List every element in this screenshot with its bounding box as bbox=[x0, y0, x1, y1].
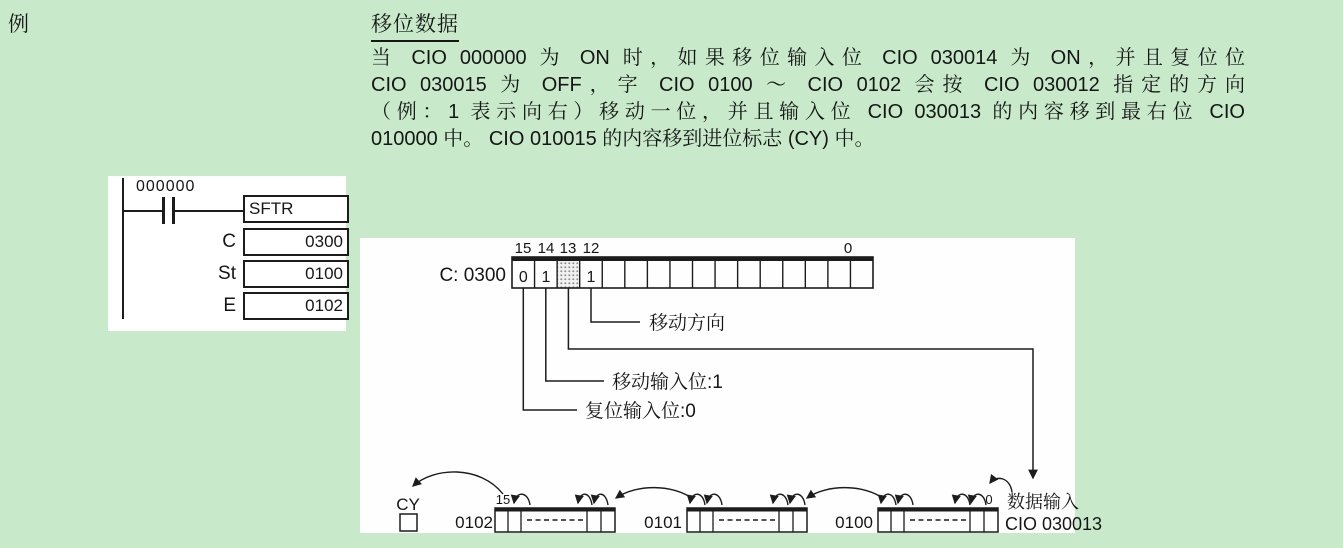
contact-address-label: 000000 bbox=[136, 178, 196, 195]
register-tick-15: 15 bbox=[495, 492, 511, 507]
operand-value-st: 0100 bbox=[243, 260, 349, 288]
ladder-wire bbox=[175, 210, 243, 212]
operand-value-c: 0300 bbox=[243, 228, 349, 256]
word-label-0100: 0100 bbox=[835, 513, 873, 532]
description-paragraph bbox=[371, 45, 1247, 153]
example-label: 例 bbox=[8, 13, 30, 36]
bit-tick-14: 14 bbox=[537, 240, 555, 257]
bit-value-12: 1 bbox=[586, 269, 596, 286]
bit-value-14: 1 bbox=[541, 269, 551, 286]
paragraph-line: CIO 030015 为 OFF，字 CIO 0100 ～ CIO 0102 会按 CIO 030012 指定的方向 bbox=[371, 74, 1245, 96]
bit-tick-13: 13 bbox=[559, 240, 577, 257]
section-heading-text: 移位数据 bbox=[371, 8, 459, 42]
ladder-power-rail bbox=[122, 178, 124, 319]
operand-label-st: St bbox=[218, 263, 236, 284]
section-heading bbox=[371, 8, 459, 42]
ladder-wire bbox=[124, 210, 162, 212]
control-word-label: C: 0300 bbox=[439, 265, 506, 286]
carry-flag-label: CY bbox=[396, 495, 420, 514]
bit-tick-12: 12 bbox=[582, 240, 600, 257]
bit-tick-0: 0 bbox=[843, 240, 853, 257]
paragraph-line: 当 CIO 000000 为 ON 时，如果移位输入位 CIO 030014 为 ON，并且复位位 bbox=[371, 47, 1245, 69]
register-tick-0: 0 bbox=[985, 492, 993, 507]
bit-value-15: 0 bbox=[518, 269, 528, 286]
ladder-diagram-panel bbox=[108, 176, 346, 331]
contact-icon bbox=[162, 197, 165, 224]
paragraph-line: （例：1 表示向右）移动一位，并且输入位 CIO 030013 的内容移到最右位 CIO bbox=[371, 101, 1245, 123]
operand-label-c: C bbox=[222, 231, 236, 252]
paragraph-line: 010000 中。 CIO 010015 的内容移到进位标志 (CY) 中。 bbox=[371, 128, 875, 150]
instruction-mnemonic-cell: SFTR bbox=[243, 195, 349, 223]
data-input-caption-line2: CIO 030013 bbox=[1005, 514, 1103, 534]
shift-operation-diagram bbox=[360, 238, 1150, 538]
word-label-0102: 0102 bbox=[455, 513, 493, 532]
direction-annotation: 移动方向 bbox=[649, 313, 726, 334]
operand-value-e: 0102 bbox=[243, 292, 349, 320]
word-label-0101: 0101 bbox=[644, 513, 682, 532]
shift-input-annotation: 移动输入位:1 bbox=[612, 372, 723, 393]
operand-label-e: E bbox=[223, 295, 236, 316]
reset-input-annotation: 复位输入位:0 bbox=[585, 401, 696, 422]
bit-cell-13-shaded bbox=[557, 261, 580, 288]
bit-tick-15: 15 bbox=[514, 240, 532, 257]
data-input-caption-line1: 数据输入 bbox=[1007, 492, 1079, 512]
